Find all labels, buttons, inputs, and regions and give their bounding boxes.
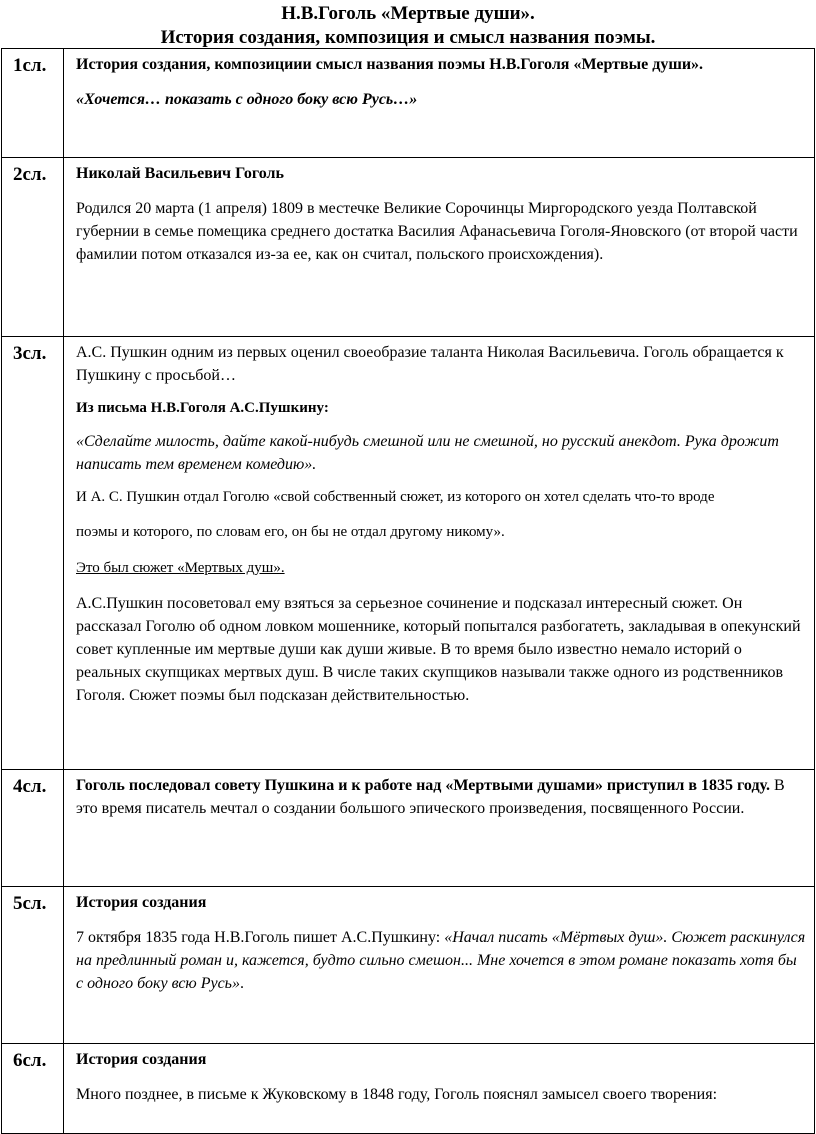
slides-table: [1, 48, 815, 1134]
table-row: [2, 158, 815, 337]
letter-quote: «Начал писать «Мёртвых душ». Сюжет раскинулся на предлинный роман и, кажется, будто сильно смешон... Мне хочется в этом романе показать хотя бы с одного боку всю Русь»: [76, 929, 806, 992]
paragraph: [76, 926, 806, 995]
slide-content: [64, 887, 815, 1044]
slide-number: 4сл.: [2, 770, 64, 887]
epigraph-quote: «Хочется… показать с одного боку всю Русь…»: [76, 91, 418, 108]
letter-lead: 7 октября 1835 года Н.В.Гоголь пишет А.С.Пушкину:: [76, 929, 445, 946]
paragraph: Много позднее, в письме к Жуковскому в 1848 году, Гоголь пояснял замысел своего творения:: [76, 1086, 718, 1103]
table-row: [2, 1044, 815, 1134]
biography-text: Родился 20 марта (1 апреля) 1809 в местечке Великие Сорочинцы Миргородского уезда Полтавской губернии в семье помещика среднего достатка Василия Афанасьевича Гоголя-Яновского (от второй части фамилии потом отказался из-за ее, как он считал, польского происхождения).: [76, 200, 798, 263]
paragraph: И А. С. Пушкин отдал Гоголю «свой собственный сюжет, из которого он хотел сделать что-то вроде: [76, 489, 715, 505]
slide-heading: История создания: [76, 894, 207, 911]
slide-number: 2сл.: [2, 158, 64, 337]
slide-content: [64, 158, 815, 337]
slide-heading: История создания, композициии смысл названия поэмы Н.В.Гоголя «Мертвые души».: [76, 56, 704, 73]
letter-quote: «Сделайте милость, дайте какой-нибудь смешной или не смешной, но русский анекдот. Рука дрожит написать тем временем комедию».: [76, 433, 779, 473]
slide-heading: Николай Васильевич Гоголь: [76, 165, 284, 182]
letter-heading: Из письма Н.В.Гоголя А.С.Пушкину:: [76, 400, 329, 416]
table-row: [2, 49, 815, 158]
slide-heading: История создания: [76, 1051, 207, 1068]
slide-content: [64, 1044, 815, 1134]
table-row: [2, 337, 815, 770]
underlined-note: Это был сюжет «Мертвых душ».: [76, 560, 285, 576]
table-row: [2, 887, 815, 1044]
paragraph: поэмы и которого, по словам его, он бы не отдал другому никому».: [76, 524, 505, 540]
slide-number: 1сл.: [2, 49, 64, 158]
bold-statement: Гоголь последовал совету Пушкина и к работе над «Мертвыми душами» приступил в 1835 году.: [76, 777, 770, 794]
page-title: Н.В.Гоголь «Мертвые души».: [281, 3, 535, 24]
paragraph: А.С.Пушкин посоветовал ему взяться за серьезное сочинение и подсказал интересный сюжет. Он рассказал Гоголю об одном ловком мошеннике, который попытался разбогатеть, закладывая в опекунский совет купленные им мертвые души как души живые. В то время было известно немало историй о реальных скупщиках мертвых душ. В числе таких скупщиков называли также одного из родственников Гоголя. Сюжет поэмы был подсказан действительностью.: [76, 595, 801, 704]
slide-content: [64, 770, 815, 887]
slide-content: [64, 49, 815, 158]
letter-tail: .: [239, 975, 244, 992]
slide-number: 5сл.: [2, 887, 64, 1044]
paragraph: [76, 774, 806, 820]
page-subtitle: История создания, композиция и смысл названия поэмы.: [160, 27, 656, 48]
slide-number: 6сл.: [2, 1044, 64, 1134]
slide-content: [64, 337, 815, 770]
table-row: [2, 770, 815, 887]
paragraph: А.С. Пушкин одним из первых оценил своеобразие таланта Николая Васильевича. Гоголь обращается к Пушкину с просьбой…: [76, 344, 784, 384]
statement-rest: В это время писатель мечтал о создании большого эпического произведения, посвященного России.: [76, 777, 785, 817]
slide-number: 3сл.: [2, 337, 64, 770]
